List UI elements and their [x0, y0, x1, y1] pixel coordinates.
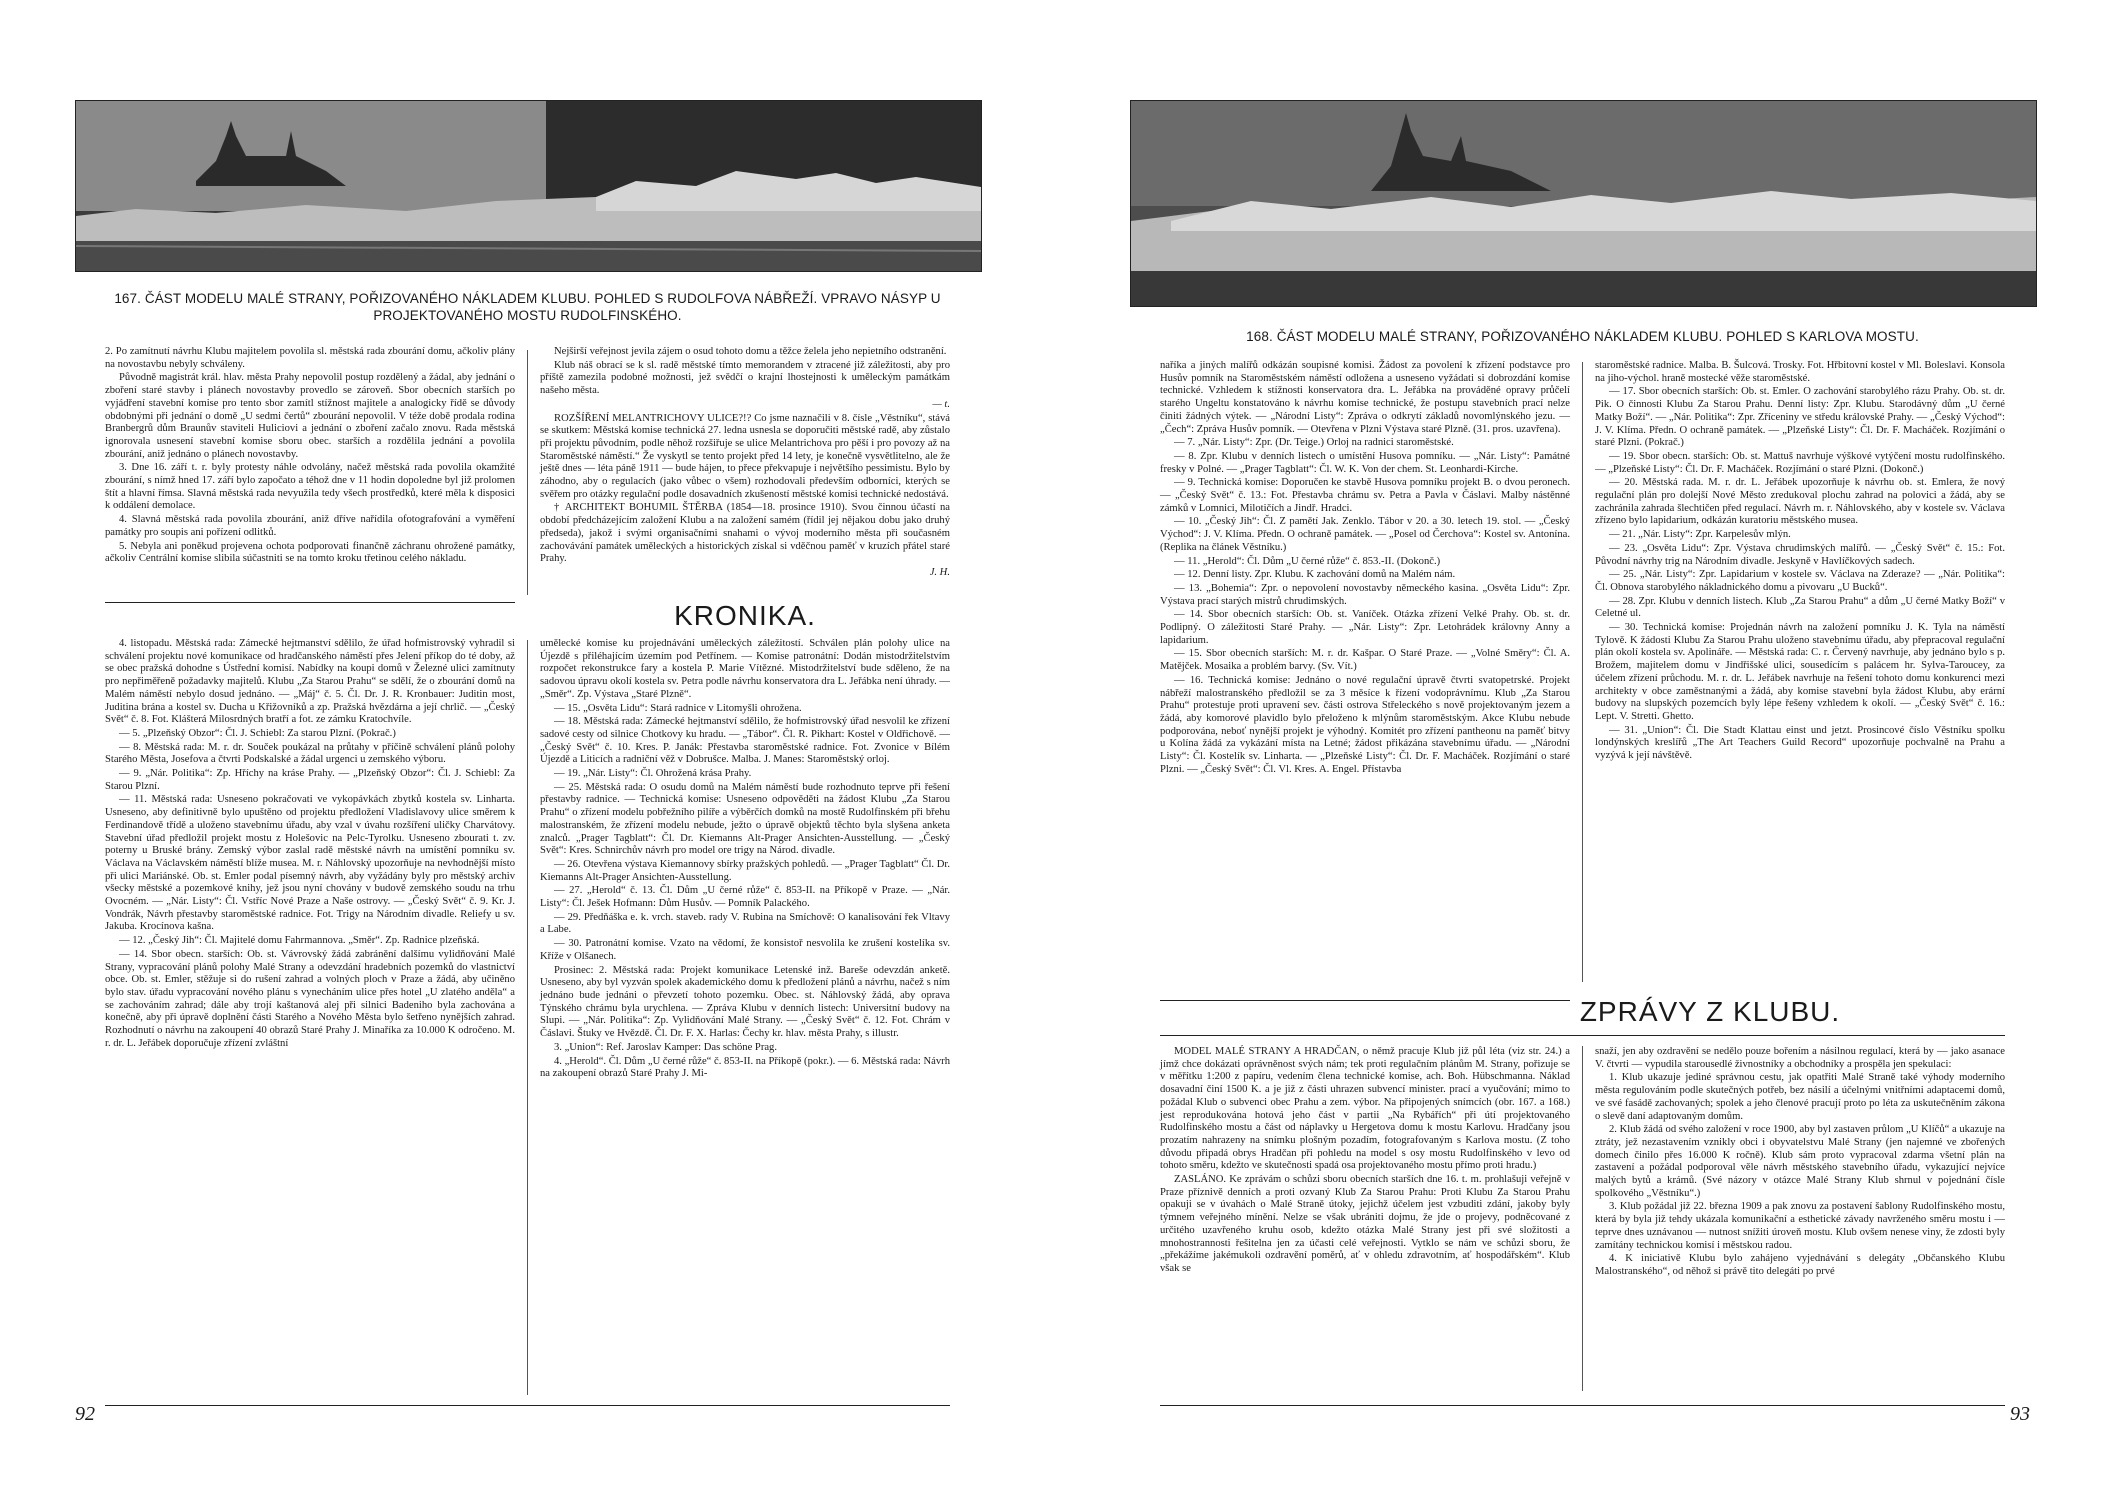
paragraph: — 21. „Nár. Listy“: Zpr. Karpelesův mlýn.	[1609, 529, 1791, 541]
column-divider	[1582, 362, 1583, 982]
zpravy-heading: ZPRÁVY Z KLUBU.	[1579, 996, 1841, 1027]
paragraph: — 29. Předňáška e. k. vrch. staveb. rady V. Rubina na Smíchově: O kanalisování řek Vltavy a Labe.	[540, 911, 950, 936]
column-divider	[1582, 1046, 1583, 1391]
zpravy-column-2	[1595, 1046, 2005, 1280]
paragraph: — 15. „Osvěta Lidu“: Stará radnice v Litomyšli ohrožena.	[554, 702, 802, 714]
signature: — t.	[932, 398, 950, 410]
paragraph: — 19. „Nár. Listy“: Čl. Ohrožená krása Prahy.	[554, 768, 752, 780]
paragraph: — 9. „Nár. Politika“: Zp. Hříchy na kráse Prahy. — „Plzeňský Obzor“: Čl. J. Schiebl: Za Starou Plzní.	[105, 768, 515, 792]
paragraph: Klub náš obrací se k sl. radě městské tímto memorandem v ztracené již záležitosti, aby pro příště zamezila podobné možnosti, jež svědčí o krajní lhostejnosti k uměleckým památkám našeho města.	[540, 359, 950, 397]
paragraph: 5. Nebyla ani poněkud projevena ochota podporovati finančně záchranu ohrožené památky, ačkoliv Centrální komise slibila súčastniti se na tomto kroku třetinou celého nákladu.	[105, 540, 515, 565]
paragraph: umělecké komise ku projednávání uměleckých záležitostí. Schválen plán polohy ulice na Újezdě s přiléhajícím územím pod Petřínem. — Komise patronátní: Dodán mistodržitelstvím rozpočet rekonstrukce fary a kostela P. Marie Vítězné. Mistodržitelství bude sděleno, že na sadovou úpravu okolí kostela sv. Petra podle návrhu konservatora dra L. Jeřábka není úhrady. — „Směr“. Zp. Výstava „Staré Plzně“.	[540, 638, 950, 700]
paragraph: — 15. Sbor obecních starších: M. r. dr. Kašpar. O Staré Praze. — „Volné Směry“: Čl. A. Matějček. Mosaika a problém barvy. (Sv. Vít.)	[1160, 648, 1570, 673]
kronika-heading: KRONIKA.	[674, 600, 816, 631]
paragraph: — 13. „Bohemia“: Zpr. o nepovolení novostavby německého kasina. „Osvěta Lidu“: Zpr. Výstava prací starých mistrů chrudimských.	[1160, 582, 1570, 607]
model-photo-rudolf-embankment	[75, 100, 982, 272]
right-top-column-1	[1160, 360, 1570, 778]
paragraph: — 18. Městská rada: Zámecké hejtmanství sdělilo, že hofmistrovský úřad nesvolil ke zřízení sadové cesty od silnice Chotkovy ku hradu. — „Tábor“. Čl. R. Pikhart: Kostel v Oldřichově. — „Český Svět“ č. 10. Kres. P. Janák: Přestavba staroměstské radnice. Fot. Zvonice v Bílém Újezdě a Liticích a radniční věž v Dobrušce. Malba. J. Manes: Staroměstský orloj.	[540, 716, 950, 766]
paragraph: — 5. „Plzeňský Obzor“: Čl. J. Schiebl: Za starou Plzní. (Pokrač.)	[119, 727, 396, 739]
left-top-column-2	[540, 346, 950, 581]
paragraph: 2. Po zamítnutí návrhu Klubu majitelem povolila sl. městská rada zbourání domu, ačkoliv plány na novostavbu nebyly schváleny.	[105, 346, 515, 370]
footer-rule	[1160, 1405, 2005, 1406]
page-number: 92	[75, 1403, 95, 1425]
paragraph: — 12. „Český Jih“: Čl. Majitelé domu Fahrmannova. „Směr“. Zp. Radnice plzeňská.	[119, 935, 480, 947]
paragraph: — 9. Technická komise: Doporučen ke stavbě Husova pomníku projekt B. o dvou peronech. — „Český Svět“ č. 13.: Fot. Přestavba chrámu sv. Petra a Pavla v Čáslavi. Malby nástěnné zámků v Lomnici, Milotičích a Jindř. Hradci.	[1160, 477, 1570, 514]
right-page	[1130, 100, 2035, 1430]
kronika-column-2	[540, 638, 950, 1082]
paragraph: — 23. „Osvěta Lidu“: Zpr. Výstava chrudimských malířů. — „Český Svět“ č. 15.: Fot. Původní návrhy trig na Národním divadle. Jeskyně v Havlíčkových sadech.	[1595, 542, 2005, 567]
paragraph: 2. Klub žádá od svého založení v roce 1900, aby byl zastaven průlom „U Klíčů“ a ukazuje na ztráty, jež nezastavením vznikly obci i obyvatelstvu Malé Strany (jen najemné ve zbořených domech činilo přes 16.000 K ročně). Klub sám proto vypracoval zdarma všetní plán na zastavení a požádal podporoval věle návrh městského stavebního úřadu, vykazující nejvíce malých bytů a krámů. (Své názory v otázce Malé Strany Klub shrnul v pojednání čísle spolkového „Věstníku“.)	[1595, 1124, 2005, 1199]
paragraph: — 30. Patronátní komise. Vzato na vědomí, že konsistoř nesvolila ke zrušení kostelíka sv. Kříže v Olšanech.	[540, 938, 950, 962]
paragraph: 3. Klub požádal již 22. března 1909 a pak znovu za postavení šablony Rudolfinského mostu, která by byla již tehdy ukázala komunikační a esthetické závady navrženého směru mostu i — teprve dnes uznávanou — nutnost snížiti úroveň mostu. Klub ovšem nenese viny, že zdosti byly zamítány technickou komisí i městskou radou.	[1595, 1201, 2005, 1251]
section-rule	[1160, 1035, 2005, 1036]
paragraph: — 12. Denní listy. Zpr. Klubu. K zachování domů na Malém nám.	[1174, 569, 1456, 581]
paragraph: staroměstské radnice. Malba. B. Šulcová. Trosky. Fot. Hřbitovní kostel v Ml. Boleslavi. Konsola na jiho-výchol. hraně mostecké věže staroměstské.	[1595, 360, 2005, 384]
right-top-column-2	[1595, 360, 2005, 764]
paragraph: — 7. „Nár. Listy“: Zpr. (Dr. Teige.) Orloj na radnici staroměstské.	[1174, 437, 1454, 449]
paragraph: — 25. Městská rada: O osudu domů na Malém náměstí bude rozhodnuto teprve při řešení přestavby radnice. — Technická komise: Usneseno odpověděti na žádost Klubu „Za Starou Prahu“ o zřízení modelu pobřežního pilíře a výběrčích domků na mostě Rudolfinském při břehu malostranském, že zřízení modelu nebude, ježto o úpravě objektů těchto byla slyšena anketa znalců. „Prager Tagblatt“: Čl. Dr. Kiemanns Alt-Prager Ansichten-Ausstellung. — „Český Svět“: Kres. Schnirchův návrh pro model ore trigy na Národ. divadle.	[540, 781, 950, 857]
paragraph: — 20. Městská rada. M. r. dr. L. Jeřábek upozorňuje k návrhu ob. st. Emlera, že nový regulační plán pro dolejší Nové Město zredukoval plochu zahrad na polovici a žádá, aby se zachránila zahrada šlechtičen před regulací. Návrh m. r. Náhlovského, aby v kostele sv. Václava zřízeno bylo lapidarium, odkázán kuratoriu městského musea.	[1595, 477, 2005, 527]
section-rule	[105, 602, 515, 603]
column-divider	[527, 350, 528, 595]
paragraph: — 25. „Nár. Listy“: Zpr. Lapidarium v kostele sv. Václava na Zderaze? — „Nár. Politika“: Čl. Obnova starobylého nákladnického domu a pivovaru „U Bucků“.	[1595, 569, 2005, 593]
paragraph: — 30. Technická komise: Projednán návrh na založení pomníku J. K. Tyla na náměstí Tylově. K žádosti Klubu Za Starou Prahu uloženo stavebnímu úřadu, aby přepracoval regulační plán okolí kostela sv. Apolináře. — Městská rada: C. r. Červený navrhuje, aby jednáno bylo s p. Brožem, majitelem domu v Jindřišské ulici, sousedícím s palácem hr. Sylva-Taroucey, za účelem zřízení průchodu. M. r. dr. L. Jeřábek navrhuje na řešení tohoto domu konkurenci mezi architekty v obce zaměstnanými a žádá, aby komise stavební byla žádost Klubu, aby erární budovy na slupských pozemcích byly lépe řešeny vzhledem k okolí. — „Český Svět“ č. 16.: Lept. V. Stretti. Ghetto.	[1595, 622, 2005, 722]
paragraph: snaží, jen aby ozdravění se nedělo pouze bořením a násilnou regulací, která by — jako asanace V. čtvrti — vypudila starousedlé živnostníky a obchodníky a prospěla jen spekulaci:	[1595, 1046, 2005, 1070]
paragraph: — 8. Městská rada: M. r. dr. Souček poukázal na průtahy v příčině schválení plánů polohy Starého Města, Josefova a čtvrti Podskalské a žádal urgenci u zemského výboru.	[105, 741, 515, 766]
kronika-column-1	[105, 638, 515, 1052]
model-photo-charles-bridge	[1130, 100, 2037, 307]
paragraph: naříka a jiných malířů odkázán soupisné komisi. Žádost za povolení k zřízení podstavce pro Husův pomník na Staroměstském náměstí odložena a usneseno vyžádati si dobrozdání komise technické. Vzhledem k stížnosti konservatora dra. L. Jeřábka na prováděné opravy průčelí starého Ungeltu konstatováno k návrhu komise technické, že postupu stavebních prací nelze činiti žádných výtek. — „Národní Listy“: Zpráva o odkrytí základů novomlýnského jezu. — „Čech“: Zpráva Husův pomník. — Otevřena v Plzni Výstava staré Plzně. (31. pros. uzavřena).	[1160, 360, 1570, 435]
paragraph: Prosinec: 2. Městská rada: Projekt komunikace Letenské inž. Bareše odevzdán anketě. Usneseno, aby byl vyzván spolek akademického domu k předložení plánů a návrhu, načež s ním jednáno bude jednáni o převzetí tohoto pozemku. Obec. st. Náhlovský žádá, aby oprava Týnského chrámu byla urychlena. — Zpráva Klubu v denních listech: Universitní budovy na Slupi. — „Nár. Politika“: Zp. Vylidňování Malé Strany. — „Český Svět“ č. 12. Fot. Chrám v Čáslavi. Štuky ve Hvězdě. Čl. Dr. F. X. Harlas: Čechy kr. hlav. města Prahy, s illustr.	[540, 964, 950, 1040]
paragraph: Nejširší veřejnost jevila zájem o osud tohoto domu a těžce želela jeho nepietního odstranění.	[554, 346, 947, 357]
paragraph: — 11. Městská rada: Usneseno pokračovati ve vykopávkách zbytků kostela sv. Linharta. Usneseno, aby definitivně bylo upuštěno od projektu předložení Vladislavovy ulice směrem k Ferdinandově třídě a uloženo stavebnímu úřadu, aby vzal v úvahu rozšíření uličky Charvátovy. Stavební úřad předložil projekt mostu z Holešovic na Pelc-Tyrolku. Usneseno zbourati t. zv. poterny u Bruské brány. Zemský výbor zaslal radě městské návrh na umístění pomníku sv. Václava na Václavském náměstí blíže musea. M. r. Náhlovský upozorňuje na nevhodnější místo při ulici Mariánské. Ob. st. Emler podal písemný návrh, aby vyžádány byly pro městský archiv všecky městské a pozemkové knihy, jež jsou nyní chovány v budově zemského soudu na trhu Ovocném. — „Nár. Listy“: Čl. Vstříc Nové Praze a Naše ostrovy. — „Český Svět“ č. 9. Kr. J. Vondrák, Návrh přestavby staroměstské radnice. Fot. Trigy na Národním divadle. Reliefy u sv. Jakuba. Krocínova kašna.	[105, 794, 515, 933]
paragraph: † ARCHITEKT BOHUMIL ŠTĚRBA (1854—18. prosince 1910). Svou činnou účastí na období předcházejícím založení Klubu a na založení samém (řídil jej nějakou dobu jako druhý předseda), jakož i svými organisačními snahami o vývoj moderního města při současném zachovávání památek uměleckých a historických získal si vděčnou paměť v kruzích přátel staré Prahy.	[540, 502, 950, 565]
paragraph: — 10. „Český Jih“: Čl. Z pamětí Jak. Zenklo. Tábor v 20. a 30. letech 19. stol. — „Český Východ“: J. V. Klíma. Předn. O ochraně památek. — „Posel od Čerchova“: Kostel sv. Antonína. (Replika na článek Věstníku.)	[1160, 516, 1570, 553]
paragraph: — 28. Zpr. Klubu v denních listech. Klub „Za Starou Prahu“ a dům „U černé Matky Boží“ v Celetné ul.	[1595, 595, 2005, 620]
paragraph: — 26. Otevřena výstava Kiemannovy sbírky pražských pohledů. — „Prager Tagblatt“ Čl. Dr. Kiemanns Alt-Prager Ansichten-Ausstellung.	[540, 858, 950, 883]
paragraph: 4. Slavná městská rada povolila zbourání, aniž dříve nařídila ofotografování a vyměření památky pro soupis ani pořízení odlitků.	[105, 514, 515, 538]
paragraph: — 17. Sbor obecních starších: Ob. st. Emler. O zachování starobylého rázu Prahy. Ob. st. dr. Pik. O činnosti Klubu Za Starou Prahu. Denní listy: Zpr. Klubu. Starodávný dům „U černé Matky Boží“. — „Nár. Politika“: Zpr. Zříceniny ve středu královské Prahy. — „Český Východ“: J. V. Klíma. Předn. O ochraně památek. — „Plzeňské Listy“: Čl. Dr. F. Macháček. Rozjímání o staré Plzni. (Pokrač.)	[1595, 386, 2005, 449]
paragraph: 1. Klub ukazuje jediné správnou cestu, jak opatřiti Malé Straně také výhody moderního města regulováním podle skutečných potřeb, bez násilí a účelnými vnitřními adaptacemi domů, ve své fasádě zachovaných; spolek a jeho členové pracují proto po léta za uskutečněním zákona o slevě daní adaptovaným domům.	[1595, 1072, 2005, 1122]
signature: J. H.	[929, 566, 950, 578]
paragraph: Původně magistrát král. hlav. města Prahy nepovolil postup rozdělený a žádal, aby jednání o zboření staré stavby i plánech novostavby provedlo se zároveň. Sbor obecních starších po vyjádření stavební komise pro tento sbor zamítl stížnost majitele a analogicky řídě se důvody obdobnými při jednání o domě „U sedmi čertů“ zbourání nepovolil. V téže době prodala rodina Branbergrů dům Braunův staviteli Huliciovi a jednání o zboření začalo znovu. Rada městská ignorovala usnesení stavební komise sboru obec. starších a rozdělila jednání a povolila zbourání, aniž jednáno o plánech novostavby.	[105, 372, 515, 460]
zpravy-column-1	[1160, 1046, 1570, 1277]
figure-caption-167: 167. ČÁST MODELU MALÉ STRANY, POŘIZOVANÉHO NÁKLADEM KLUBU. POHLED S RUDOLFOVA NÁBŘEŽÍ. VPRAVO NÁSYP U PROJEKTOVANÉHO MOSTU RUDOLFINSKÉHO.	[114, 291, 941, 323]
paragraph: 4. „Herold“. Čl. Dům „U černé růže“ č. 853-II. na Příkopě (pokr.). — 6. Městská rada: Návrh na zakoupení obrazů Staré Prahy J. Mi-	[540, 1055, 950, 1080]
paragraph: 3. „Union“: Ref. Jaroslav Kamper: Das schöne Prag.	[554, 1041, 777, 1053]
paragraph: — 11. „Herold“: Čl. Dům „U černé růže“ č. 853.-II. (Dokonč.)	[1174, 555, 1441, 567]
paragraph: — 27. „Herold“ č. 13. Čl. Dům „U černé růže“ č. 853-II. na Příkopě v Praze. — „Nár. Listy“: Čl. Ješek Hofmann: Dům Husův. — Pomník Palackého.	[540, 885, 950, 910]
paragraph: — 14. Sbor obecn. starších: Ob. st. Vávrovský žádá zabránění dalšímu vylidňování Malé Strany, vypracování plánů polohy Malé Strany a odevzdání hradebních pozemků do vlastnictví obce. Ob. st. Emler, stěžuje si do rušení zahrad a volných ploch v Praze a žádá, aby učiněno bylo stav. úřadu vypracování nového plánu s vynecháním ulice přes hotel „U zlatého anděla“ a se zachováním zahrad; dále aby trojí kaštanová alej při silnici Badeniho byla zachována a konečně, aby při úpravě doplnění části Starého a Nového Města bylo šetřeno nynějších zahrad. Rozhodnutí o návrhu na zakoupení 40 obrazů Staré Prahy J. Minaříka za 10.000 K odročeno. M. r. dr. L. Jeřábek doporučuje zřízení zvláštní	[105, 948, 515, 1049]
page-number: 93	[2010, 1403, 2030, 1425]
footer-rule	[105, 1405, 950, 1406]
paragraph: — 14. Sbor obecních starších: Ob. st. Vaníček. Otázka zřízení Velké Prahy. Ob. st. dr. Podlipný. O záležitosti Staré Prahy. — „Nár. Listy“: Zpr. Letohrádek královny Anny a lapidarium.	[1160, 609, 1570, 646]
paragraph: MODEL MALÉ STRANY A HRADČAN, o němž pracuje Klub již půl léta (viz str. 24.) a jímž chce dokázati oprávněnost svých nám; tek proti regulačním plánům M. Strany, pořizuje se v měřítku 1:200 z papíru, vedením člena technické komise, ach. Boh. Hübschmanna. Náklad dosavadní činí 1500 K. a je již z části uhrazen subvencí minister. prací a vyučování; mimo to požádal Klub o subvenci obec Prahu a zem. výbor. Na připojených snímcích (obr. 167. a 168.) jest reprodukována hotová jeho část v partii „Na Rybářích“ při útí projektovaného Rudolfinského mostu a část od náplavky u Hergetova domu k mostu Karlovu. Hradčany jsou prozatím nahrazeny na snímku plošným pozadím, fotografovaným s Karlova mostu. (Z toho důvodu připadá obrys Hradčan při pohledu na model s osy mostu Rudolfinského v levo od tohoto směru, kdežto ve skutečnosti spadá osa projektovaného mostu přímo proti hradu.)	[1160, 1046, 1570, 1172]
figure-caption-168: 168. ČÁST MODELU MALÉ STRANY, POŘIZOVANÉHO NÁKLADEM KLUBU. POHLED S KARLOVA MOSTU.	[1246, 329, 1919, 344]
column-divider	[527, 640, 528, 1395]
paragraph: — 19. Sbor obecn. starších: Ob. st. Mattuš navrhuje výškové vytýčení mostu rudolfinského. — „Plzeňské Listy“: Čl. Dr. F. Macháček. Rozjímání o staré Plzni. (Dokonč.)	[1595, 450, 2005, 475]
left-page	[75, 100, 980, 1430]
paragraph: ROZŠÍŘENÍ MELANTRICHOVY ULICE?!? Co jsme naznačili v 8. čísle „Věstníku“, stává se skutkem: Městská komise technická 27. ledna usnesla se doporučiti městské radě, aby zůstalo při projektu původním, podle něhož rozšiřuje se ulice Melantrichova pro pěší i pro povozy až na Staroměstské náměstí.“ Že vyskytl se tento projekt před 14 lety, je konečně vysvětlitelno, ale že ještě dnes — léta páně 1911 — bude hájen, to přece překvapuje i největšího pessimistu. Bylo by záhodno, aby o regulacích (jako vůbec o všem) rozhodovali především odborníci, kterých se svěřem pro otázky regulační podle dosavadních zkušeností městské komisi technické nedostává.	[540, 412, 950, 500]
paragraph: 3. Dne 16. září t. r. byly protesty náhle odvolány, načež městská rada povolila okamžité zbourání, s nímž hned 17. září bylo započato a téhož dne v 11 hodin dopoledne byl již prolomen štít a hlavní římsa. Slavná městská rada nevyužila tedy všech prostředků, které měla k disposici k oddálení demolace.	[105, 462, 515, 512]
paragraph: — 8. Zpr. Klubu v denních listech o umístění Husova pomníku. — „Nár. Listy“: Památné fresky v Polné. — „Prager Tagblatt“: Čl. W. K. Von der chem. St. Leonhardi-Kirche.	[1160, 450, 1570, 475]
paragraph: ZASLÁNO. Ke zprávám o schůzi sboru obecních starších dne 16. t. m. prohlašuji veřejně v Praze příznivě denních a proti ozvaný Klub Za Starou Prahu: Proti Klubu Za Starou Prahu opakuji se v úvahách o Malé Straně útoky, jejichž účelem jest vzbuditi zdání, jakoby byly týmnem veřejného mínění. Nelze se však ubrániti dojmu, že jde o projevy, podněcované z určitého uzavřeného kruhu osob, kdežto otázka Malé Strany jest při své složitosti a mnohostrannosti řešitelna jen za účasti celé veřejnosti. Vytklo se nám ve schůzi sboru, že „překážíme jakémukoli ozdravění poměrů, ať v ohledu zdravotním, ať hospodářském“. Klub však se	[1160, 1174, 1570, 1274]
paragraph: 4. K iniciativě Klubu bylo zahájeno vyjednávání s delegáty „Občanského Klubu Malostranského“, od něhož si právě tito delegáti po prvé	[1595, 1253, 2005, 1277]
left-top-column-1	[105, 346, 515, 567]
paragraph: — 31. „Union“: Čl. Die Stadt Klattau einst und jetzt. Prosincové číslo Věstníku spolku londýnských kreslířů „The Art Teachers Guild Record“ upozorňuje pochvalně na Prahu a vyzývá k její návštěvě.	[1595, 724, 2005, 762]
paragraph: — 16. Technická komise: Jednáno o nové regulační úpravě čtvrti svatopetrské. Projekt nábřeží malostranského předložil se za 3 měsíce k řízení vodoprávnímu. Klub „Za Starou Prahu“ protestuje proti upravení sev. části ostrova Střeleckého s nově projektovaným jezem a žádá, aby komorové plavidlo bylo přeloženo k mlýnům staroměstským. Akce Klubu nebude podporována, neboť nynější projekt je výhodný. Komitét pro zřízení pantheonu na paměť bitvy u Kolína žádá za vykázání místa na Letné; žádost přikázána stavebnímu úřadu. — „Národní Listy“: Čl. Kostelík sv. Linharta. — „Plzeňské Listy“: Čl. Dr. F. Macháček. Rozjímání o staré Plzni. — „Český Svět“: Čl. Vl. Kres. A. Engel. Přístavba	[1160, 674, 1570, 775]
paragraph: 4. listopadu. Městská rada: Zámecké hejtmanství sdělilo, že úřad hofmistrovský vyhradil si schválení projektu nové komunikace od hradčanského náměstí přes Jelení příkop do té doby, až se obec pražská dohodne s Ústřední komisí. Nabídky na koupi domů v Železné ulici zamítnuty pro nepřiměřeně požadavky majitelů. Klubu „Za Starou Prahu“ se sdělí, že o zbourání domů na Malém náměstí nebylo dosud jednáno. — „Máj“ č. 5. Čl. Dr. J. R. Kronbauer: Juditin most, Juditina brána a kostel sv. Ducha u Křižovníků a zp. Pražská hvězdárna a její chrlič. — „Český Svět“ č. 8. Fot. Klášterá Milosrdných bratří a fot. ze zámku Kratochvíle.	[105, 638, 515, 726]
